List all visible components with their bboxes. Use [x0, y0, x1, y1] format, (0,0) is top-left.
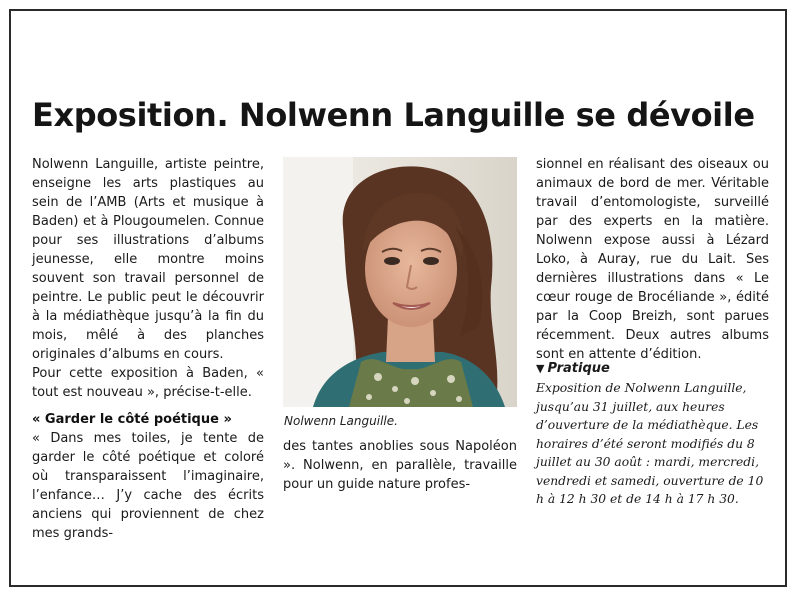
body-paragraph-5: sionnel en réalisant des oiseaux ou animaux de bord de mer. Véritable travail d’entomologiste, surveillé par des experts en la matière. Nolwenn expose aussi à Lézard Loko, à Auray, rue du Lait. Ses dernières illustrations dans « Le cœur rouge de Brocéliande », édité par la Coop Breizh, sont parues récemment. Deux autres albums sont en attente d’édition.: [536, 157, 769, 362]
pratique-text: Exposition de Nolwenn Languille, jusqu’au 31 juillet, aux heures d’ouverture de la médiathèque. Les horaires d’été seront modifiés du 8 juillet au 30 août : mardi, mercredi, vendredi et samedi, ouverture de 10 h à 12 h 30 et de 14 h à 17 h 30.: [536, 381, 764, 506]
article-column-2: [283, 437, 517, 494]
body-paragraph-1: Nolwenn Languille, artiste peintre, enseigne les arts plastiques au sein de l’AMB (Arts et musique à Baden) et à Plougoumelen. Connue pour ses illustrations d’albums jeunesse, elle montre moins souvent son travail personnel de peintre. Le public peut le découvrir à la médiathèque jusqu’à la fin du mois, mêlé à des planches originales d’albums en cours.: [32, 157, 264, 362]
section-subhead: « Garder le côté poétique »: [32, 412, 232, 427]
pratique-title: Pratique: [547, 361, 610, 376]
body-paragraph-3: « Dans mes toiles, je tente de garder le côté poétique et coloré où transparaissent l’imaginaire, l’enfance… J’y cache des écrits anciens qui proviennent de chez mes grands-: [32, 431, 264, 541]
body-paragraph-4: des tantes anoblies sous Napoléon ». Nolwenn, en parallèle, travaille pour un guide nature profes-: [283, 439, 517, 492]
photo-caption: Nolwenn Languille.: [284, 414, 398, 428]
portrait-photo: [283, 157, 517, 407]
pratique-heading: [536, 360, 772, 378]
body-paragraph-2: Pour cette exposition à Baden, « tout est nouveau », précise-t-elle.: [32, 366, 264, 400]
pratique-box: [536, 360, 772, 509]
article-column-3: [536, 155, 769, 364]
article-column-1: [32, 155, 264, 543]
article-headline: Exposition. Nolwenn Languille se dévoile: [32, 96, 755, 134]
triangle-down-icon: ▼: [536, 362, 545, 375]
